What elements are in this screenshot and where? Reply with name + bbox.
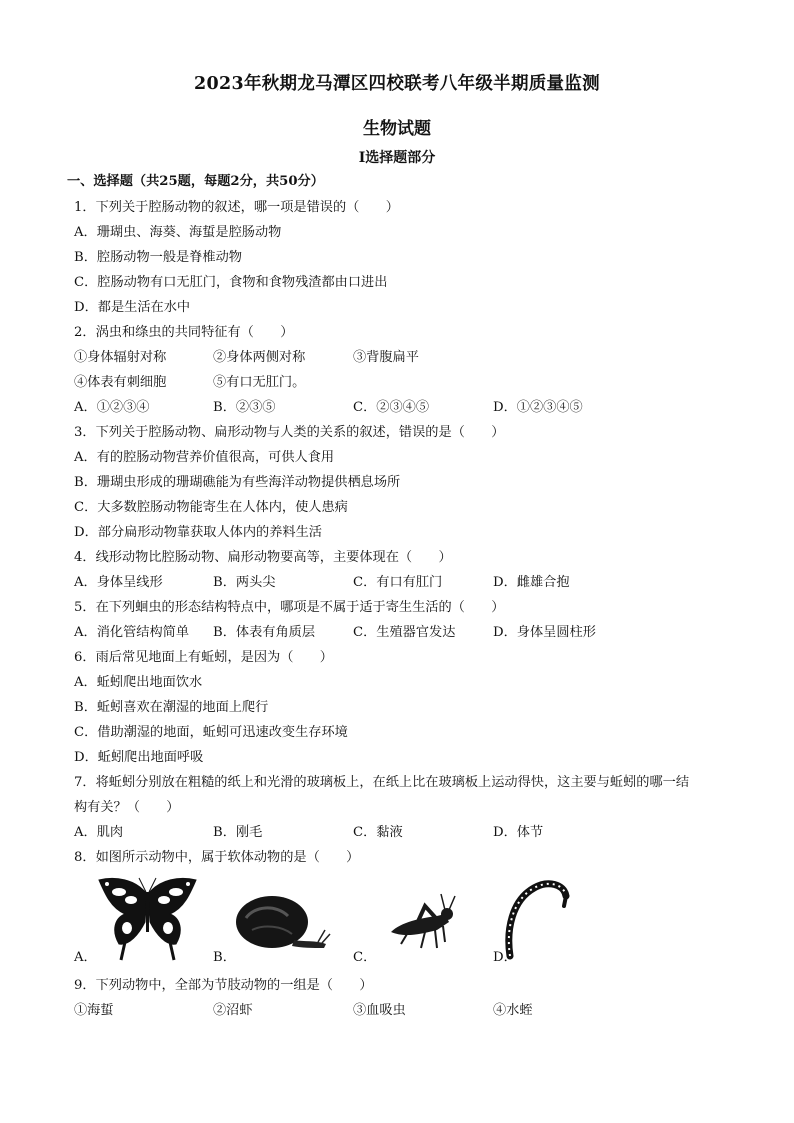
question-7-option-d: D．体节: [493, 825, 544, 840]
question-4-option-d: D．雌雄合抱: [493, 575, 570, 590]
question-8-option-b: B．: [213, 950, 236, 965]
question-7-options: [74, 824, 734, 842]
question-5-stem: 5．在下列蛔虫的形态结构特点中，哪项是不属于适于寄生生活的（ ）: [74, 600, 505, 615]
question-8-option-d: D．: [493, 950, 517, 965]
question-9-item-3: ③血吸虫: [353, 1003, 406, 1018]
question-2-option-d: D．①②③④⑤: [493, 400, 583, 415]
question-2-item-3: ③背腹扁平: [353, 350, 419, 365]
question-9-item-2: ②沼虾: [213, 1003, 253, 1018]
grasshopper-icon: [385, 892, 460, 954]
question-2-item-4: ④体表有刺细胞: [74, 375, 167, 390]
question-1-stem: 1．下列关于腔肠动物的叙述，哪一项是错误的（ ）: [74, 200, 399, 215]
question-9-item-1: ①海蜇: [74, 1003, 114, 1018]
question-2-item-2: ②身体两侧对称: [213, 350, 306, 365]
question-5-option-c: C．生殖器官发达: [353, 625, 456, 640]
question-7-option-a: A．肌肉: [74, 825, 124, 840]
question-2-options: [74, 399, 734, 417]
exam-title: 2023年秋期龙马潭区四校联考八年级半期质量监测: [194, 74, 600, 94]
question-5-option-d: D．身体呈圆柱形: [493, 625, 596, 640]
question-2-option-b: B．②③⑤: [213, 400, 276, 415]
question-8-option-a: A．: [74, 950, 97, 965]
question-7-stem-line1: 7．将蚯蚓分别放在粗糙的纸上和光滑的玻璃板上，在纸上比在玻璃板上运动得快，这主要与蚯蚓的哪一结: [74, 775, 690, 790]
question-5-options: [74, 624, 734, 642]
question-3-option-d: D．部分扁形动物靠获取人体内的养料生活: [74, 525, 322, 540]
question-2-item-1: ①身体辐射对称: [74, 350, 167, 365]
question-6-option-c: C．借助潮湿的地面，蚯蚓可迅速改变生存环境: [74, 725, 348, 740]
question-1-option-b: B．腔肠动物一般是脊椎动物: [74, 250, 242, 265]
question-4-option-c: C．有口有肛门: [353, 575, 443, 590]
question-1-option-c: C．腔肠动物有口无肛门，食物和食物残渣都由口进出: [74, 275, 388, 290]
section-heading: 一、选择题（共25题，每题2分，共50分）: [67, 174, 324, 189]
question-6-option-a: A．蚯蚓爬出地面饮水: [74, 675, 203, 690]
question-6-stem: 6．雨后常见地面上有蚯蚓，是因为（ ）: [74, 650, 333, 665]
question-4-option-b: B．两头尖: [213, 575, 276, 590]
worm-icon: [504, 880, 574, 960]
question-9-items: [74, 1002, 734, 1020]
question-1-option-d: D．都是生活在水中: [74, 300, 191, 315]
question-3-option-c: C．大多数腔肠动物能寄生在人体内，使人患病: [74, 500, 348, 515]
question-5-option-b: B．体表有角质层: [213, 625, 316, 640]
question-7-stem-line2: 构有关？（ ）: [74, 800, 180, 815]
subject-title: 生物试题: [363, 119, 431, 139]
question-3-option-a: A．有的腔肠动物营养价值很高，可供人食用: [74, 450, 335, 465]
question-8-option-c: C．: [353, 950, 377, 965]
question-1-option-a: A．珊瑚虫、海葵、海蜇是腔肠动物: [74, 225, 282, 240]
question-3-stem: 3．下列关于腔肠动物、扁形动物与人类的关系的叙述，错误的是（ ）: [74, 425, 505, 440]
question-9-item-4: ④水蛭: [493, 1003, 533, 1018]
question-6-option-d: D．蚯蚓爬出地面呼吸: [74, 750, 204, 765]
question-7-option-b: B．刚毛: [213, 825, 263, 840]
question-6-option-b: B．蚯蚓喜欢在潮湿的地面上爬行: [74, 700, 269, 715]
question-2-items-row1: [74, 349, 734, 367]
question-4-stem: 4．线形动物比腔肠动物、扁形动物要高等，主要体现在（ ）: [74, 550, 452, 565]
question-4-option-a: A．身体呈线形: [74, 575, 163, 590]
snail-icon: [232, 890, 332, 952]
question-9-stem: 9．下列动物中，全部为节肢动物的一组是（ ）: [74, 978, 373, 993]
question-5-option-a: A．消化管结构简单: [74, 625, 190, 640]
question-4-options: [74, 574, 734, 592]
question-2-items-row2: [74, 374, 734, 392]
question-2-stem: 2．涡虫和绦虫的共同特征有（ ）: [74, 325, 294, 340]
question-7-option-c: C．黏液: [353, 825, 403, 840]
part-heading: Ⅰ选择题部分: [358, 150, 436, 166]
question-8-stem: 8．如图所示动物中，属于软体动物的是（ ）: [74, 850, 360, 865]
question-2-option-a: A．①②③④: [74, 400, 150, 415]
question-3-option-b: B．珊瑚虫形成的珊瑚礁能为有些海洋动物提供栖息场所: [74, 475, 401, 490]
question-2-item-5: ⑤有口无肛门。: [213, 375, 306, 390]
question-8-options: [74, 949, 734, 967]
question-2-option-c: C．②③④⑤: [353, 400, 430, 415]
